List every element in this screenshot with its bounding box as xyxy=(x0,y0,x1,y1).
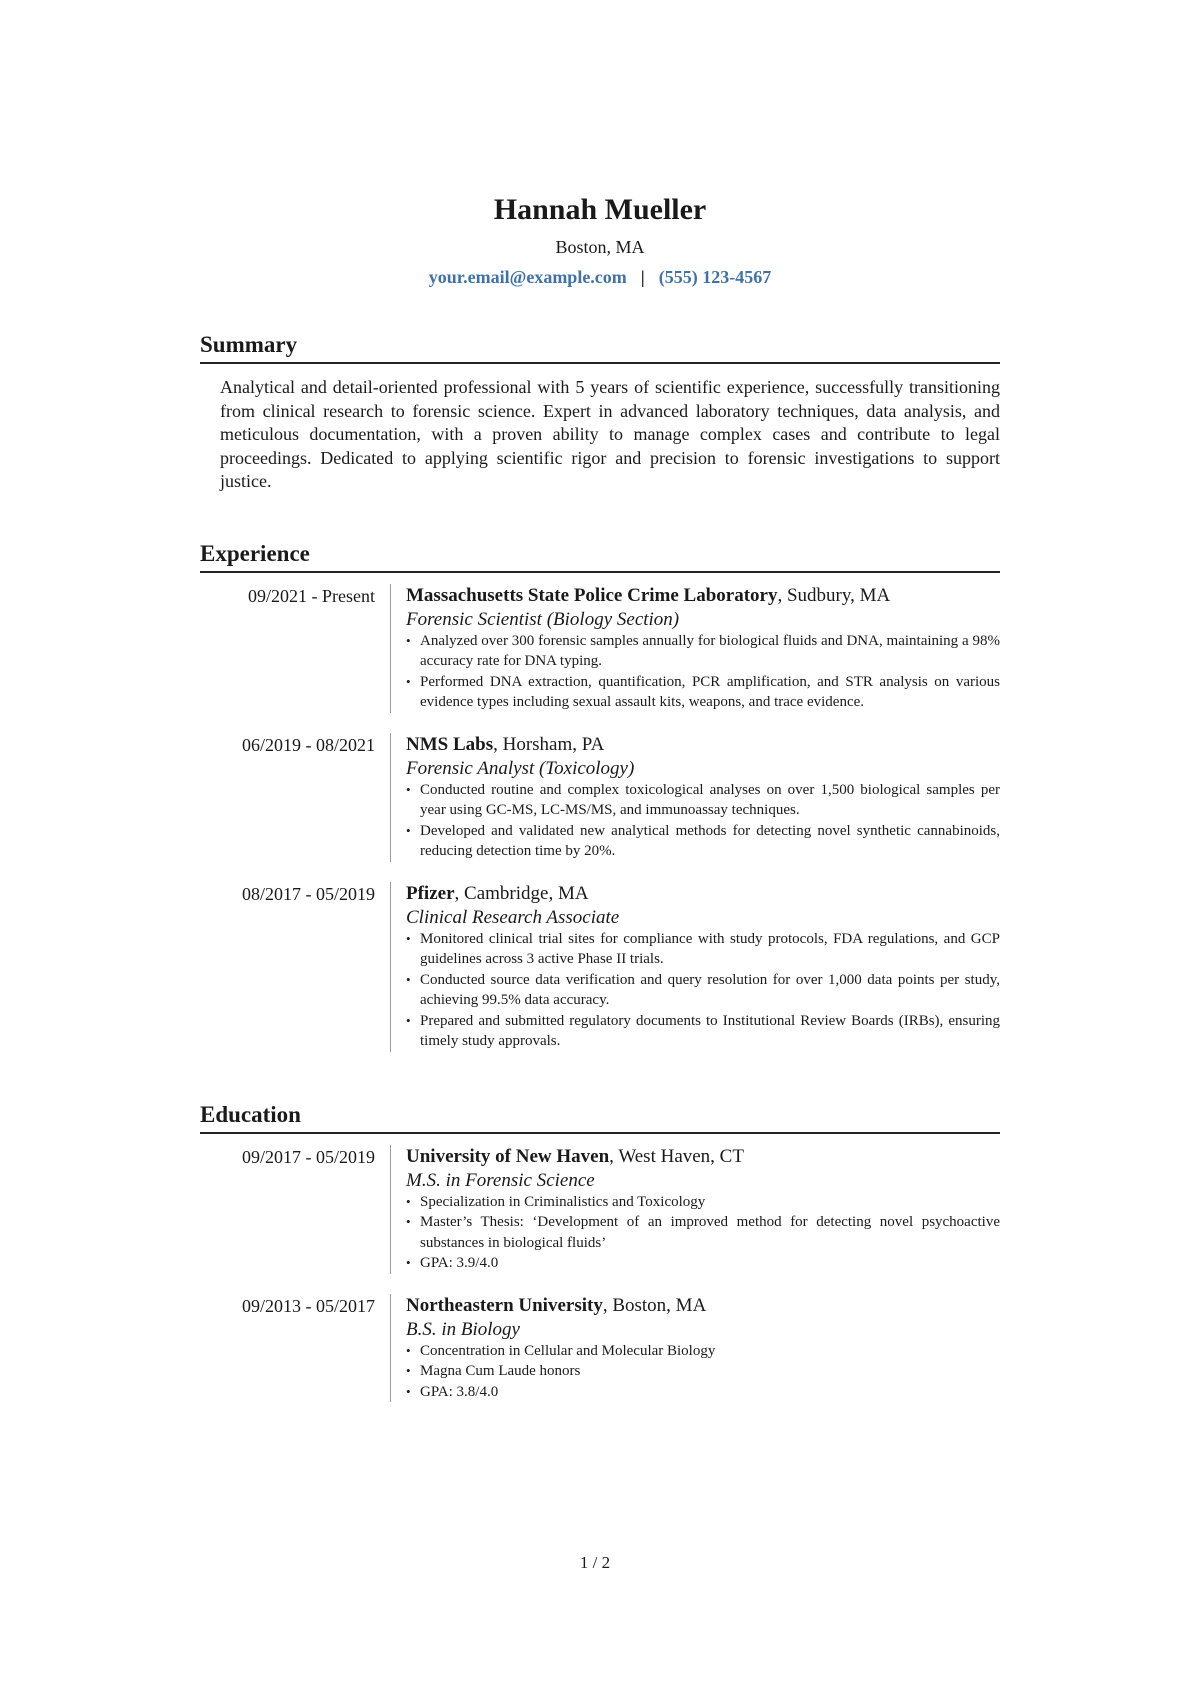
entry-org-line xyxy=(406,882,1000,906)
entry-degree: M.S. in Forensic Science xyxy=(406,1169,595,1191)
entry-org-line xyxy=(406,584,1000,608)
bullet-item: • Master’s Thesis: ‘Development of an improved method for detecting novel psychoactive substances in biological fluids’ xyxy=(406,1212,1000,1253)
entry-content xyxy=(390,1145,1000,1274)
entry-location: , West Haven, CT xyxy=(609,1145,744,1167)
candidate-name: Hannah Mueller xyxy=(493,193,707,226)
entry-org-line xyxy=(406,1294,1000,1318)
entry-date: 06/2019 - 08/2021 xyxy=(242,734,375,755)
entry-role: Forensic Analyst (Toxicology) xyxy=(406,757,635,779)
candidate-location: Boston, MA xyxy=(555,237,645,257)
bullet-item: • Specialization in Criminalistics and Toxicology xyxy=(406,1192,1000,1213)
entry-location: , Horsham, PA xyxy=(493,733,605,755)
entry-role: Clinical Research Associate xyxy=(406,906,620,928)
summary-section xyxy=(200,330,1000,494)
entry-org: NMS Labs xyxy=(406,733,494,755)
experience-entry xyxy=(200,584,1000,713)
entry-content xyxy=(390,733,1000,862)
bullet-item: • Analyzed over 300 forensic samples annually for biological fluids and DNA, maintaining a 98% accuracy rate for DNA typing. xyxy=(406,631,1000,672)
bullet-item: • GPA: 3.8/4.0 xyxy=(406,1382,1000,1403)
education-entry xyxy=(200,1294,1000,1403)
bullet-item: • Developed and validated new analytical methods for detecting novel synthetic cannabinoids, reducing detection time by 20%. xyxy=(406,821,1000,862)
entry-content xyxy=(390,882,1000,1052)
entry-date: 09/2017 - 05/2019 xyxy=(242,1146,375,1167)
resume-page xyxy=(200,190,1000,1402)
experience-heading: Experience xyxy=(200,539,1000,573)
entry-org: Northeastern University xyxy=(406,1294,603,1316)
phone-link[interactable]: (555) 123-4567 xyxy=(658,267,772,287)
page-number: 1 / 2 xyxy=(579,1553,611,1572)
education-heading: Education xyxy=(200,1100,1000,1134)
experience-entry xyxy=(200,733,1000,862)
entry-location: , Cambridge, MA xyxy=(454,882,589,904)
entry-bullets xyxy=(406,780,1000,862)
bullet-item: • Concentration in Cellular and Molecular Biology xyxy=(406,1341,1000,1362)
entry-degree: B.S. in Biology xyxy=(406,1318,520,1340)
experience-entry xyxy=(200,882,1000,1052)
entry-bullets xyxy=(406,1192,1000,1274)
entry-date: 09/2013 - 05/2017 xyxy=(242,1295,375,1316)
entry-org-line xyxy=(406,733,1000,757)
entry-location: , Sudbury, MA xyxy=(777,584,891,606)
education-entry xyxy=(200,1145,1000,1274)
bullet-item: • GPA: 3.9/4.0 xyxy=(406,1253,1000,1274)
experience-section xyxy=(200,539,1000,1052)
bullet-item: • Performed DNA extraction, quantification, PCR amplification, and STR analysis on various evidence types including sexual assault kits, weapons, and trace evidence. xyxy=(406,672,1000,713)
entry-location: , Boston, MA xyxy=(602,1294,707,1316)
contact-separator: | xyxy=(640,267,645,287)
summary-heading: Summary xyxy=(200,330,1000,364)
entry-role: Forensic Scientist (Biology Section) xyxy=(406,608,680,630)
email-link[interactable]: your.email@example.com xyxy=(428,267,627,287)
entry-bullets xyxy=(406,631,1000,713)
summary-text: Analytical and detail-oriented professional with 5 years of scientific experience, successfully transitioning from clinical research to forensic science. Expert in advanced laboratory techniques, data analysis, and meticulous documentation, with a proven ability to manage complex cases and contribute to legal proceedings. Dedicated to applying scientific rigor and precision to forensic investigations to support justice. xyxy=(220,377,1000,491)
entry-date: 09/2021 - Present xyxy=(248,585,375,606)
entry-org: Pfizer xyxy=(406,882,455,904)
entry-content xyxy=(390,1294,1000,1403)
entry-bullets xyxy=(406,1341,1000,1403)
bullet-item: • Conducted routine and complex toxicological analyses on over 1,500 biological samples per year using GC-MS, LC-MS/MS, and immunoassay techniques. xyxy=(406,780,1000,821)
bullet-item: • Conducted source data verification and query resolution for over 1,000 data points per study, achieving 99.5% data accuracy. xyxy=(406,970,1000,1011)
entry-date: 08/2017 - 05/2019 xyxy=(242,883,375,904)
bullet-item: • Magna Cum Laude honors xyxy=(406,1361,1000,1382)
entry-org: Massachusetts State Police Crime Laboratory xyxy=(406,584,778,606)
entry-content xyxy=(390,584,1000,713)
entry-org: University of New Haven xyxy=(406,1145,610,1167)
education-section xyxy=(200,1100,1000,1403)
entry-org-line xyxy=(406,1145,1000,1169)
contact-line xyxy=(200,266,1000,288)
bullet-item: • Monitored clinical trial sites for compliance with study protocols, FDA regulations, and GCP guidelines across 3 active Phase II trials. xyxy=(406,929,1000,970)
entry-bullets xyxy=(406,929,1000,1052)
bullet-item: • Prepared and submitted regulatory documents to Institutional Review Boards (IRBs), ensuring timely study approvals. xyxy=(406,1011,1000,1052)
